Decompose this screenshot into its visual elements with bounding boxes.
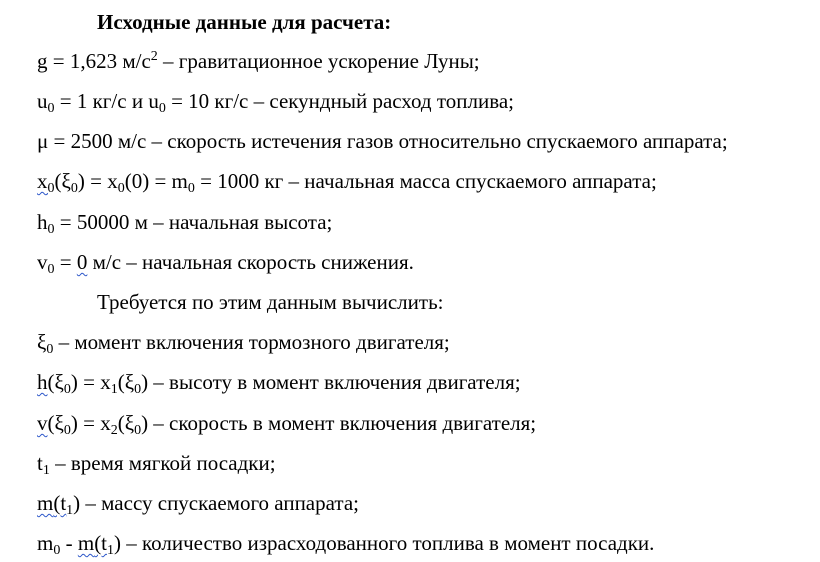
given-h0-line: $h_0 = 50000$ м – начальная высота; <box>37 210 333 237</box>
required-heading: Требуется по этим данным вычислить: <box>97 290 444 314</box>
given-x0-line: $x_0(\xi_0) = x_0(0) = m_0 = 1000$ кг – начальная масса спускаемого аппарата; <box>37 169 657 196</box>
required-t1-line: $t_1$ – время мягкой посадки; <box>37 451 276 478</box>
given-g-line: g = 1,623 $м/с^2$ – гравитационное ускорение Луны; <box>37 49 480 73</box>
required-h-line: $h(\xi_0) = x_1(\xi_0)$ – высоту в момент включения двигателя; <box>37 370 521 397</box>
spellcheck-underline: $m(t_1$ <box>77 531 115 558</box>
spellcheck-underline: v <box>37 411 48 435</box>
given-data-heading: Исходные данные для расчета: <box>97 10 392 34</box>
given-v0-line: $v_0 = 0$ м/с – начальная скорость снижения. <box>37 250 414 277</box>
given-u-line: $u_0 = 1$ кг/с и $u_0 = 10$ кг/с – секундный расход топлива; <box>37 89 514 116</box>
required-m-line: $m(t_1)$ – массу спускаемого аппарата; <box>37 491 359 518</box>
spellcheck-underline: 0 <box>76 250 88 274</box>
spellcheck-underline: h <box>37 370 48 394</box>
spellcheck-underline: $x_0$ <box>37 169 55 196</box>
required-xi0-line: $\xi_0$ – момент включения тормозного двигателя; <box>37 330 450 357</box>
required-v-line: $v(\xi_0) = x_2(\xi_0)$ – скорость в момент включения двигателя; <box>37 411 537 438</box>
given-mu-line: μ = 2500 м/с – скорость истечения газов относительно спускаемого аппарата; <box>37 129 728 153</box>
spellcheck-underline: $m(t_1$ <box>37 491 74 518</box>
required-fuel-line: $m_0 - m(t_1)$ – количество израсходованного топлива в момент посадки. <box>37 531 655 558</box>
